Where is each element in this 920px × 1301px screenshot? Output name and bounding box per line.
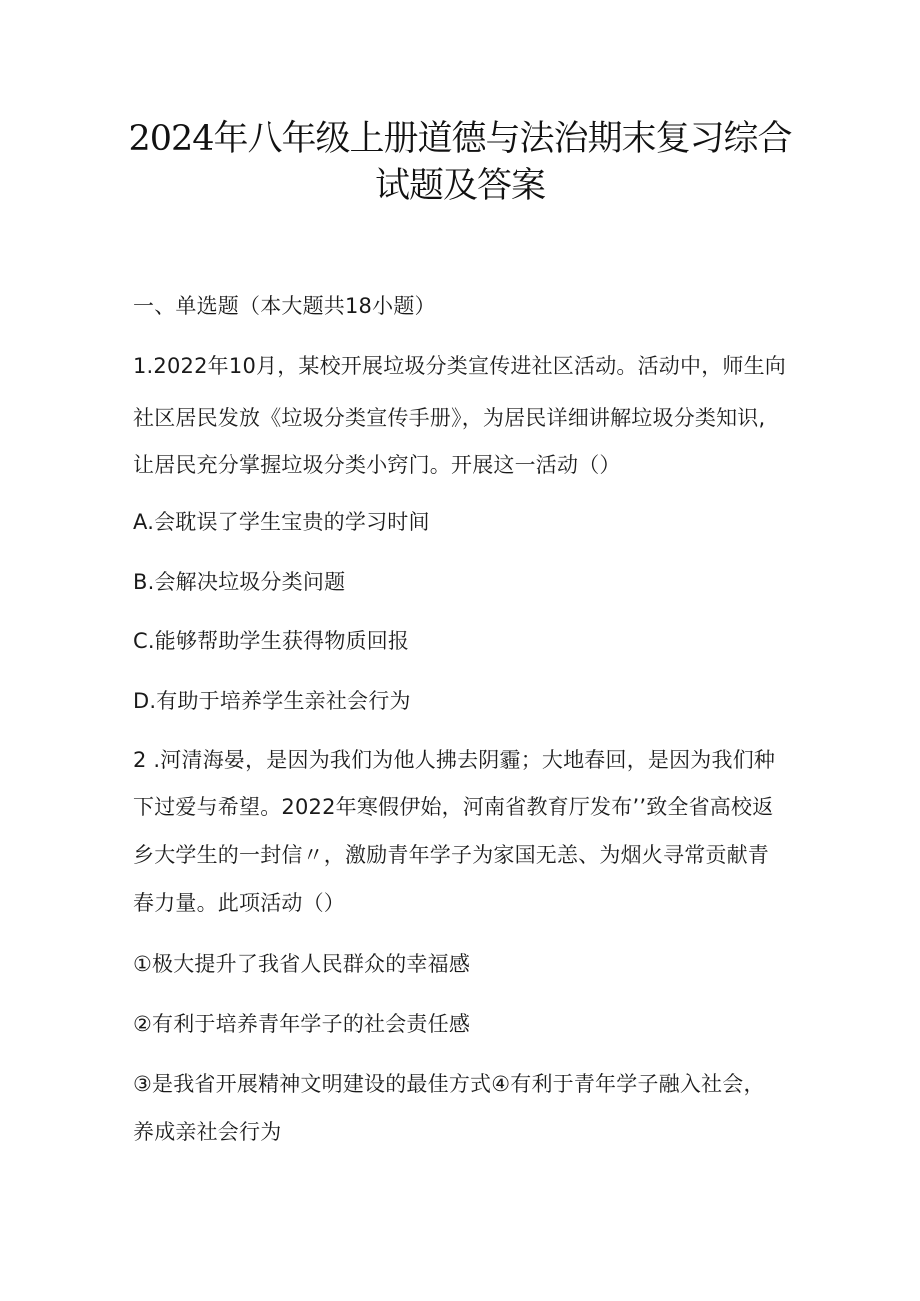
question-1-option-c: C.能够帮助学生获得物质回报 [133,629,410,653]
question-2-stem-line-3: 乡大学生的一封信〃，激励青年学子为家国无恙、为烟火寻常贡献青 [133,843,769,867]
question-2-statement-1: ①极大提升了我省人民群众的幸福感 [133,952,471,976]
section-heading: 一、单选题（本大题共18小题） [133,294,436,318]
question-1-option-b: B.会解决垃圾分类问题 [133,570,346,594]
question-2-statement-3-4: ③是我省开展精神文明建设的最佳方式④有利于青年学子融入社会， [133,1072,765,1096]
question-1-stem-line-3: 让居民充分掌握垃圾分类小窍门。开展这一活动（） [133,453,621,477]
question-2-stem-line-4: 春力量。此项活动（） [133,891,345,915]
question-1-option-a: A.会耽误了学生宝贵的学习时间 [133,510,430,534]
question-1-option-d: D.有助于培养学生亲社会行为 [133,689,411,713]
question-2-statement-2: ②有利于培养青年学子的社会责任感 [133,1012,471,1036]
question-1-stem-line-2: 社区居民发放《垃圾分类宣传手册》，为居民详细讲解垃圾分类知识, [133,406,766,430]
question-2-statement-4-continued: 养成亲社会行为 [133,1120,282,1144]
question-1-stem-line-1: 1.2022年10月，某校开展垃圾分类宣传进社区活动。活动中，师生向 [133,354,786,378]
question-2-stem-line-1: 2 .河清海晏，是因为我们为他人拂去阴霾；大地春回，是因为我们种 [133,748,776,772]
document-title-line-1: 2024年八年级上册道德与法治期末复习综合 [128,119,792,159]
document-title-line-2: 试题及答案 [374,166,545,206]
question-2-stem-line-2: 下过爱与希望。2022年寒假伊始，河南省教育厅发布’’致全省高校返 [133,795,774,819]
